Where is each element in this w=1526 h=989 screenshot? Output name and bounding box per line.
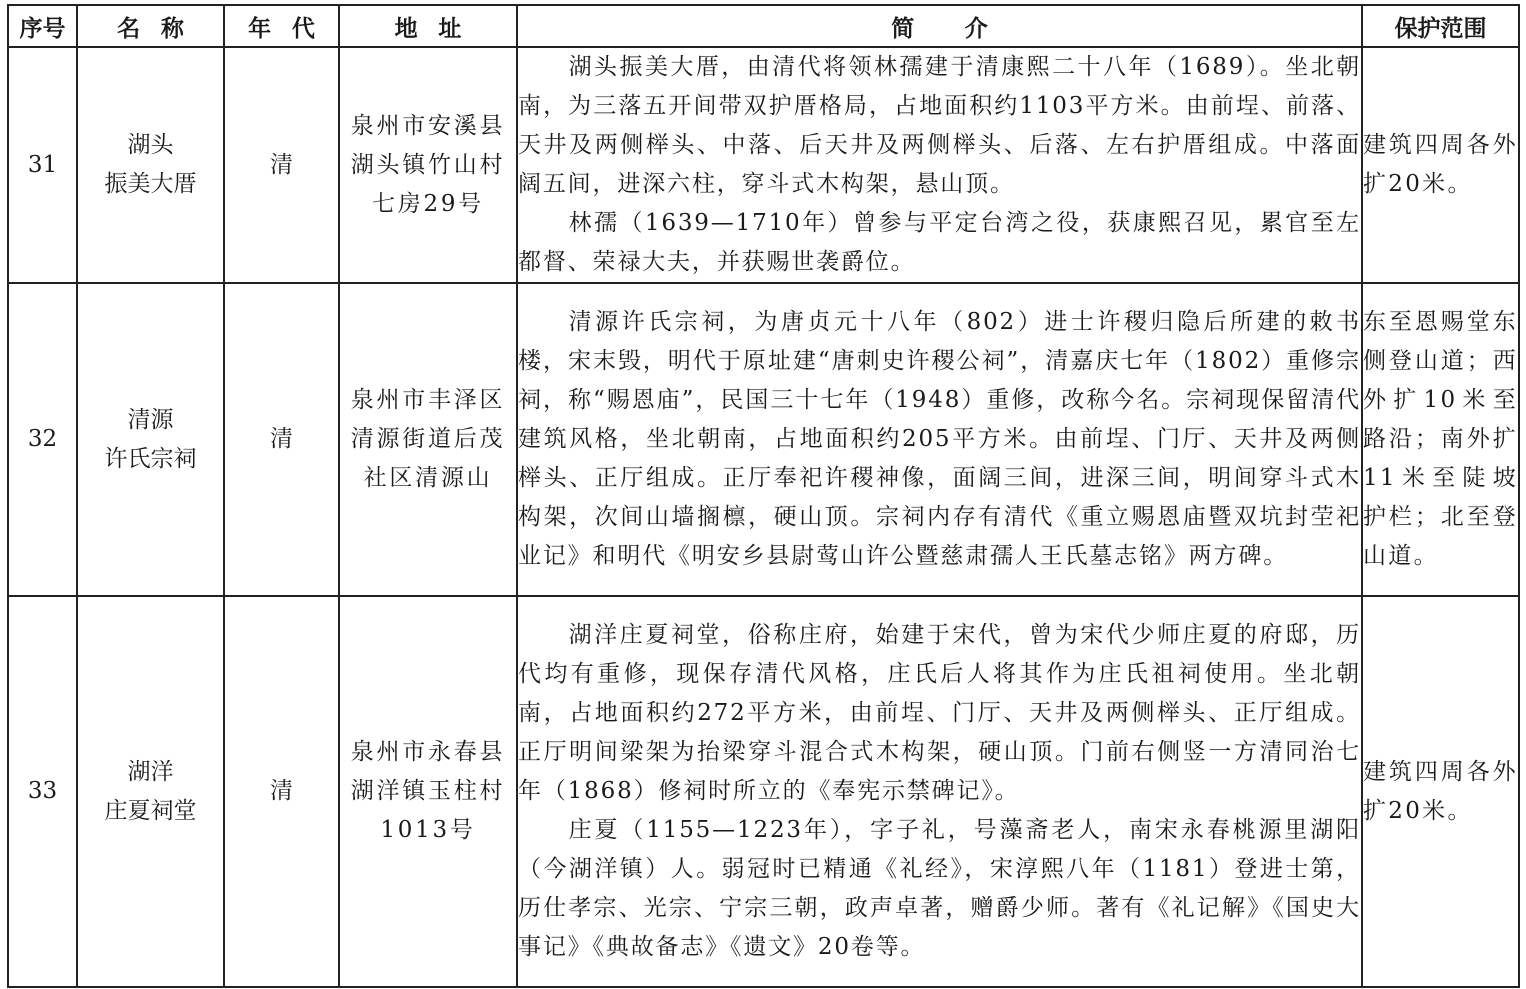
table-row bbox=[8, 47, 1519, 283]
header-era bbox=[224, 5, 339, 47]
row-summary bbox=[517, 47, 1362, 283]
row-index: 33 bbox=[8, 596, 77, 987]
header-summary-text: 简介 bbox=[891, 15, 1039, 42]
row-name-line1: 清源 bbox=[127, 406, 174, 433]
summary-paragraph: 清源许氏宗祠，为唐贞元十八年（802）进士许稷归隐后所建的敕书楼，宋末毁，明代于原址建“唐刺史许稷公祠”，清嘉庆七年（1802）重修宗祠，称“赐恩庙”，民国三十七年（1948）重修，改称今名。宗祠现保留清代建筑风格，坐北朝南，占地面积约205平方米。由前埕、门厅、天井及两侧榉头、正厅组成。正厅奉祀许稷神像，面阔三间，进深三间，明间穿斗式木构架，次间山墙搁檩，硬山顶。宗祠内存有清代《重立赐恩庙暨双坑封茔祀业记》和明代《明安乡县尉莺山许公暨慈肃孺人王氏墓志铭》两方碑。 bbox=[518, 309, 1361, 569]
header-address-text: 地址 bbox=[394, 15, 483, 42]
row-name bbox=[77, 47, 224, 283]
row-name-line2: 庄夏祠堂 bbox=[104, 797, 197, 824]
row-name-line1: 湖头 bbox=[127, 132, 174, 158]
summary-paragraph: 庄夏（1155—1223年），字子礼，号藻斋老人，南宋永春桃源里湖阳（今湖洋镇）人。弱冠时已精通《礼经》，宋淳熙八年（1181）登进士第，历仕孝宗、光宗、宁宗三朝，政声卓著，赠爵少师。著有《礼记解》《国史大事记》《典故备志》《遗文》20卷等。 bbox=[518, 817, 1361, 960]
header-address bbox=[339, 5, 517, 47]
header-index: 序号 bbox=[8, 5, 77, 47]
header-protection: 保护范围 bbox=[1362, 5, 1519, 47]
row-protection: 东至恩赐堂东侧登山道；西外扩10米至路沿；南外扩11米至陡坡护栏；北至登山道。 bbox=[1362, 283, 1519, 596]
table-row bbox=[8, 596, 1519, 987]
table-header-row bbox=[8, 5, 1519, 47]
row-era: 清 bbox=[224, 283, 339, 596]
row-address: 泉州市丰泽区清源街道后茂社区清源山 bbox=[339, 283, 517, 596]
row-address: 泉州市安溪县湖头镇竹山村七房29号 bbox=[339, 47, 517, 283]
row-protection: 建筑四周各外扩20米。 bbox=[1362, 596, 1519, 987]
row-name bbox=[77, 596, 224, 987]
row-summary bbox=[517, 596, 1362, 987]
heritage-sites-table bbox=[7, 4, 1520, 988]
row-index: 32 bbox=[8, 283, 77, 596]
header-summary bbox=[517, 5, 1362, 47]
row-protection: 建筑四周各外扩20米。 bbox=[1362, 47, 1519, 283]
row-era: 清 bbox=[224, 47, 339, 283]
header-name-text: 名称 bbox=[117, 15, 205, 42]
row-summary bbox=[517, 283, 1362, 596]
header-name bbox=[77, 5, 224, 47]
summary-paragraph: 湖洋庄夏祠堂，俗称庄府，始建于宋代，曾为宋代少师庄夏的府邸，历代均有重修，现保存清代风格，庄氏后人将其作为庄氏祖祠使用。坐北朝南，占地面积约272平方米，由前埕、门厅、天井及两侧榉头、正厅组成。正厅明间梁架为抬梁穿斗混合式木构架，硬山顶。门前右侧竖一方清同治七年（1868）修祠时所立的《奉宪示禁碑记》。 bbox=[518, 622, 1361, 804]
row-index: 31 bbox=[8, 47, 77, 283]
row-era: 清 bbox=[224, 596, 339, 987]
row-address: 泉州市永春县湖洋镇玉柱村1013号 bbox=[339, 596, 517, 987]
row-name-line2: 振美大厝 bbox=[104, 171, 197, 197]
summary-paragraph: 湖头振美大厝，由清代将领林孺建于清康熙二十八年（1689）。坐北朝南，为三落五开间带双护厝格局，占地面积约1103平方米。由前埕、前落、天井及两侧榉头、中落、后天井及两侧榉头、后落、左右护厝组成。中落面阔五间，进深六柱，穿斗式木构架，悬山顶。 bbox=[518, 54, 1361, 197]
row-name-line2: 许氏宗祠 bbox=[104, 445, 197, 472]
row-name bbox=[77, 283, 224, 596]
row-name-line1: 湖洋 bbox=[127, 758, 174, 785]
table-row bbox=[8, 283, 1519, 596]
header-era-text: 年代 bbox=[248, 15, 336, 42]
summary-paragraph: 林孺（1639—1710年）曾参与平定台湾之役，获康熙召见，累官至左都督、荣禄大夫，并获赐世袭爵位。 bbox=[518, 210, 1361, 275]
